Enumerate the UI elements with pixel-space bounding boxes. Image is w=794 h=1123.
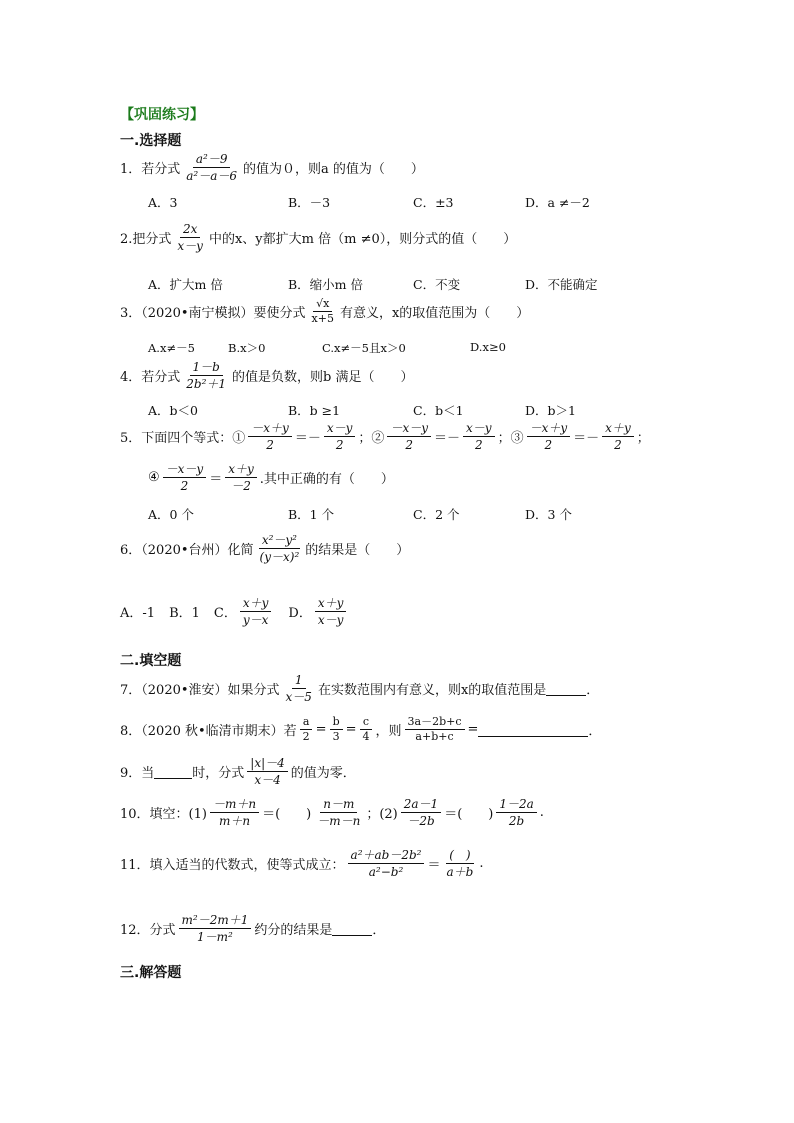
q5-eq2-left: $\frac{-x-y}{2}$	[387, 421, 431, 452]
option-d[interactable]: D．3 个	[525, 507, 572, 522]
answer-blank[interactable]	[478, 722, 588, 737]
option-b[interactable]: B.x＞0	[228, 341, 266, 355]
question-12: 12．分式 $\frac{\text{m²－2m＋1}}{\text{1－m²}}$ 约分的结果是 ．	[120, 913, 386, 944]
q6-option-c-fraction: $\frac{x+y}{y-x}$	[240, 596, 272, 627]
question-10: 10．填空：(1) $\frac{-m+n}{m+n}$ ＝( ) $\frac{n-m}{-m-n}$ ；(2) $\frac{2a-1}{-2b}$ ＝( ) $\frac{1-2a}{2b}$ .	[120, 797, 544, 828]
option-a[interactable]: A．-1	[120, 606, 156, 621]
question-11: 11．填入适当的代数式，使等式成立： $\frac{\text{a²＋ab－2b²}}{\text{a²−b²}}$ ＝ $\frac{( )}{a+b}$ .	[120, 848, 484, 879]
section-heading-fill: 二.填空题	[120, 653, 182, 669]
option-a[interactable]: A．b＜0	[148, 403, 198, 418]
q8-b-fraction: $\frac{b}{3}$	[330, 716, 343, 743]
option-b[interactable]: B．缩小m 倍	[288, 277, 364, 292]
option-b[interactable]: B．1 个	[288, 507, 335, 522]
q1-fraction: $\frac{\text{a²－9}}{\text{a²－a－6}}$	[186, 152, 238, 183]
q10-fraction-4: $\frac{1-2a}{2b}$	[496, 797, 536, 828]
q12-fraction: $\frac{\text{m²－2m＋1}}{\text{1－m²}}$	[179, 913, 252, 944]
answer-blank[interactable]	[154, 764, 192, 779]
q6-options	[120, 596, 349, 627]
option-c[interactable]: C.x≠－5且x＞0	[322, 341, 406, 355]
answer-blank[interactable]: ＝( )	[444, 807, 494, 822]
q5-eq4-right: $\frac{x+y}{-2}$	[225, 462, 257, 493]
q3-fraction: $\frac{√x}{x+5}$	[311, 297, 334, 325]
question-3: 3．（2020•南宁模拟）要使分式 $\frac{√x}{x+5}$ 有意义，x的取值范围为（ ）	[120, 297, 530, 325]
answer-blank[interactable]: ( )	[446, 848, 473, 864]
answer-blank[interactable]	[332, 921, 372, 936]
q8-c-fraction: $\frac{c}{4}$	[360, 716, 373, 743]
option-a[interactable]: A．3	[148, 195, 178, 210]
q8-a-fraction: $\frac{a}{2}$	[300, 716, 313, 743]
q11-left-fraction: $\frac{\text{a²＋ab－2b²}}{\text{a²−b²}}$	[348, 848, 425, 879]
section-heading-choice: 一.选择题	[120, 133, 182, 149]
option-d[interactable]: D．b＞1	[525, 403, 576, 418]
q4-fraction: $\frac{1-b}{\text{2b²＋1}}$	[186, 360, 227, 391]
question-8: 8．（2020 秋•临清市期末）若 $\frac{a}{2}$ = $\frac{b}{3}$ = $\frac{c}{4}$ ，则 $\frac{3a-2b+c}{a+b+c}$ = ．	[120, 715, 602, 743]
option-c[interactable]: C．不变	[413, 277, 461, 292]
q2-fraction: $\frac{2x}{x-y}$	[177, 222, 203, 253]
option-c[interactable]: C．±3	[413, 195, 454, 210]
q5-eq2-right: $\frac{x-y}{2}$	[463, 421, 495, 452]
option-b[interactable]: B．1	[169, 606, 200, 621]
answer-blank[interactable]: ＝( )	[262, 807, 312, 822]
option-c[interactable]: C．2 个	[413, 507, 460, 522]
option-c[interactable]: C．	[213, 606, 237, 621]
question-5-line-2: ④ $\frac{-x-y}{2}$ ＝ $\frac{x+y}{-2}$ .其中正确的有（ ）	[148, 462, 394, 493]
option-a[interactable]: A.x≠－5	[148, 341, 195, 355]
exercise-title: 【巩固练习】	[120, 107, 204, 123]
q6-option-d-fraction: $\frac{x+y}{x-y}$	[315, 596, 347, 627]
q8-fraction: $\frac{3a-2b+c}{a+b+c}$	[405, 716, 465, 743]
section-heading-solve: 三.解答题	[120, 965, 182, 981]
answer-blank[interactable]	[546, 681, 586, 696]
option-d[interactable]: D．	[288, 606, 312, 621]
option-b[interactable]: B．－3	[288, 195, 331, 210]
option-d[interactable]: D.x≥0	[470, 340, 506, 354]
option-a[interactable]: A．0 个	[148, 507, 194, 522]
question-9: 9．当 时，分式 $\frac{|x|-4}{x-4}$ 的值为零．	[120, 756, 356, 787]
option-d[interactable]: D．不能确定	[525, 277, 598, 292]
q10-fraction-1: $\frac{-m+n}{m+n}$	[210, 797, 259, 828]
question-6: 6．（2020•台州）化简 $\frac{\text{x²－y²}}{\text{(y－x)²}}$ 的结果是（ ）	[120, 533, 410, 564]
q5-eq3-left: $\frac{-x+y}{2}$	[527, 421, 571, 452]
question-5: 5．下面四个等式：① $\frac{-x+y}{2}$ ＝－ $\frac{x-y}{2}$ ；② $\frac{-x-y}{2}$ ＝－ $\frac{x-y}{2}$ ；③ $\frac{-x+y}{2}$ ＝－ $\frac{x+y}{2}$ ；	[120, 421, 650, 452]
q5-eq1-right: $\frac{x-y}{2}$	[324, 421, 356, 452]
option-c[interactable]: C．b＜1	[413, 403, 464, 418]
q11-right-fraction: $\frac{( )}{a+b}$	[446, 848, 474, 879]
q10-fraction-2: $\frac{n-m}{-m-n}$	[317, 797, 361, 828]
question-4: 4．若分式 $\frac{1-b}{\text{2b²＋1}}$ 的值是负数，则b 满足（ ）	[120, 360, 414, 391]
question-1: 1．若分式 $\frac{\text{a²－9}}{\text{a²－a－6}}$ 的值为０，则a 的值为（ ）	[120, 152, 424, 183]
q9-fraction: $\frac{|x|-4}{x-4}$	[247, 756, 288, 787]
q7-fraction: $\frac{1}{x-5}$	[285, 673, 312, 704]
question-7: 7．（2020•淮安）如果分式 $\frac{1}{x-5}$ 在实数范围内有意义，则x的取值范围是 ．	[120, 673, 600, 704]
q5-eq1-left: $\frac{-x+y}{2}$	[248, 421, 292, 452]
q6-fraction: $\frac{\text{x²－y²}}{\text{(y－x)²}}$	[259, 533, 300, 564]
question-2: 2.把分式 $\frac{2x}{x-y}$ 中的x、y都扩大m 倍（m ≠0），则分式的值（ ）	[120, 222, 517, 253]
option-d[interactable]: D．a ≠－2	[525, 195, 590, 210]
option-b[interactable]: B．b ≥1	[288, 403, 341, 418]
option-a[interactable]: A．扩大m 倍	[148, 277, 223, 292]
q5-eq3-right: $\frac{x+y}{2}$	[602, 421, 634, 452]
q10-fraction-3: $\frac{2a-1}{-2b}$	[401, 797, 441, 828]
q5-eq4-left: $\frac{-x-y}{2}$	[163, 462, 207, 493]
